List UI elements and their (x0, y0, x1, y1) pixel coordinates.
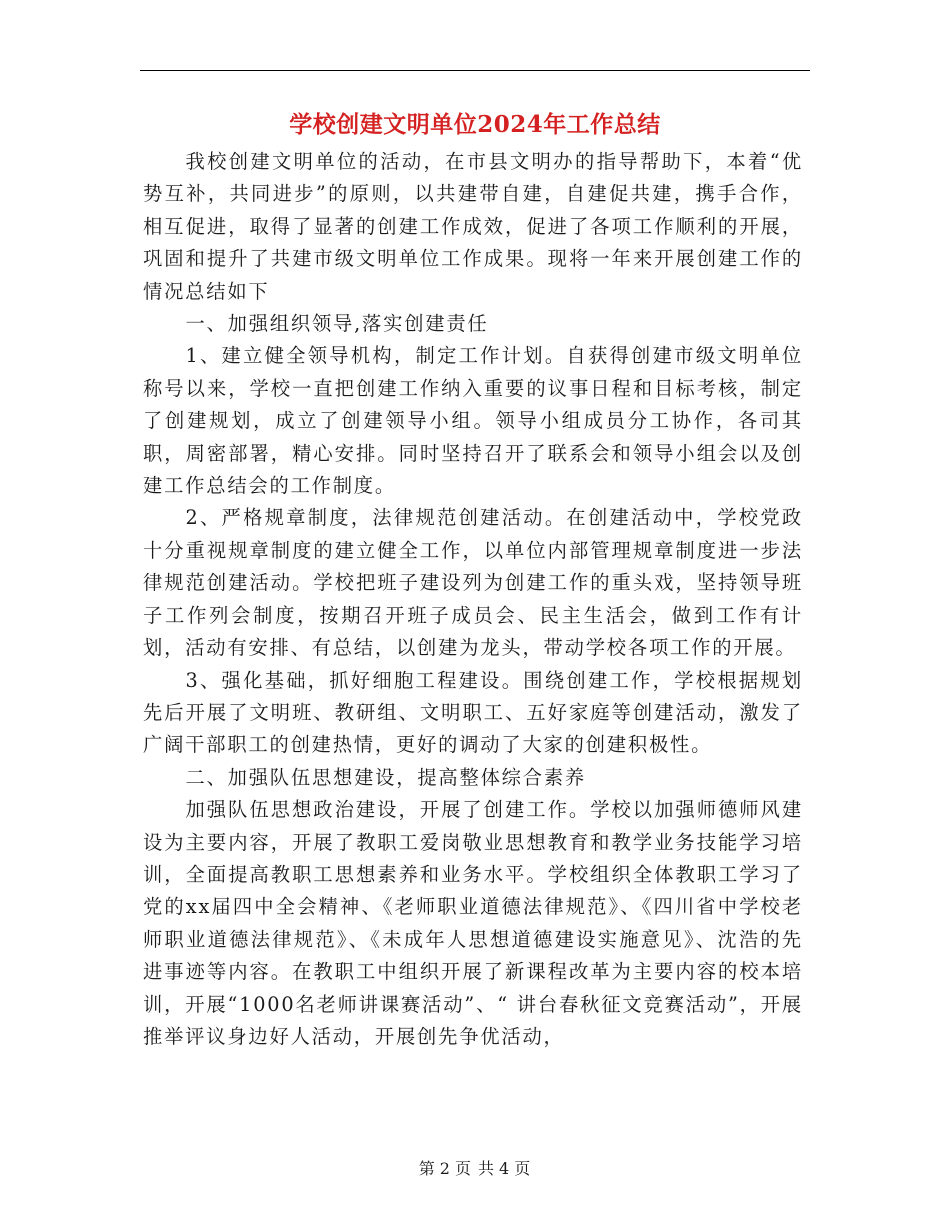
paragraph-1-2: 2、严格规章制度，法律规范创建活动。在创建活动中，学校党政十分重视规章制度的建立健全工作，以单位内部管理规章制度进一步法律规范创建活动。学校把班子建设列为创建工作的重头戏，坚持领导班子工作列会制度，按期召开班子成员会、民主生活会，做到工作有计划，活动有安排、有总结，以创建为龙头，带动学校各项工作的开展。 (143, 506, 803, 660)
footer-label-end: 页 (514, 1159, 532, 1178)
footer-current-page: 2 (439, 1159, 451, 1178)
page-footer (0, 1156, 950, 1179)
footer-total-pages: 4 (499, 1159, 511, 1178)
section-heading-2: 二、加强队伍思想建设，提高整体综合素养 (185, 765, 586, 789)
footer-label-page: 第 (418, 1159, 436, 1178)
footer-label-of: 页 共 (454, 1159, 496, 1178)
paragraph-intro: 我校创建文明单位的活动，在市县文明办的指导帮助下，本着“优势互补，共同进步”的原则，以共建带自建，自建促共建，携手合作，相互促进，取得了显著的创建工作成效，促进了各项工作顺利的开展，巩固和提升了共建市级文明单位工作成果。现将一年来开展创建工作的情况总结如下 (143, 150, 803, 303)
section-heading-1: 一、加强组织领导,落实创建责任 (185, 312, 489, 336)
document-body (143, 146, 803, 1053)
paragraph-1-3: 3、强化基础，抓好细胞工程建设。围绕创建工作，学校根据规划先后开展了文明班、教研组、文明职工、五好家庭等创建活动，激发了广阔干部职工的创建热情，更好的调动了大家的创建积极性。 (143, 668, 803, 757)
paragraph-1-1: 1、建立健全领导机构，制定工作计划。自获得创建市级文明单位称号以来，学校一直把创建工作纳入重要的议事日程和目标考核，制定了创建规划，成立了创建领导小组。领导小组成员分工协作，各司其职，周密部署，精心安排。同时坚持召开了联系会和领导小组会以及创建工作总结会的工作制度。 (143, 344, 803, 498)
document-title: 学校创建文明单位2024年工作总结 (289, 111, 661, 138)
header-rule (140, 70, 810, 71)
paragraph-2-1: 加强队伍思想政治建设，开展了创建工作。学校以加强师德师风建设为主要内容，开展了教职工爱岗敬业思想教育和教学业务技能学习培训，全面提高教职工思想素养和业务水平。学校组织全体教职工学习了党的xx届四中全会精神、《老师职业道德法律规范》、《四川省中学校老师职业道德法律规范》、《未成年人思想道德建设实施意见》、沈浩的先进事迹等内容。在教职工中组织开展了新课程改革为主要内容的校本培训，开展“1000名老师讲课赛活动”、“ 讲台春秋征文竞赛活动”，开展推举评议身边好人活动，开展创先争优活动， (143, 798, 803, 1048)
